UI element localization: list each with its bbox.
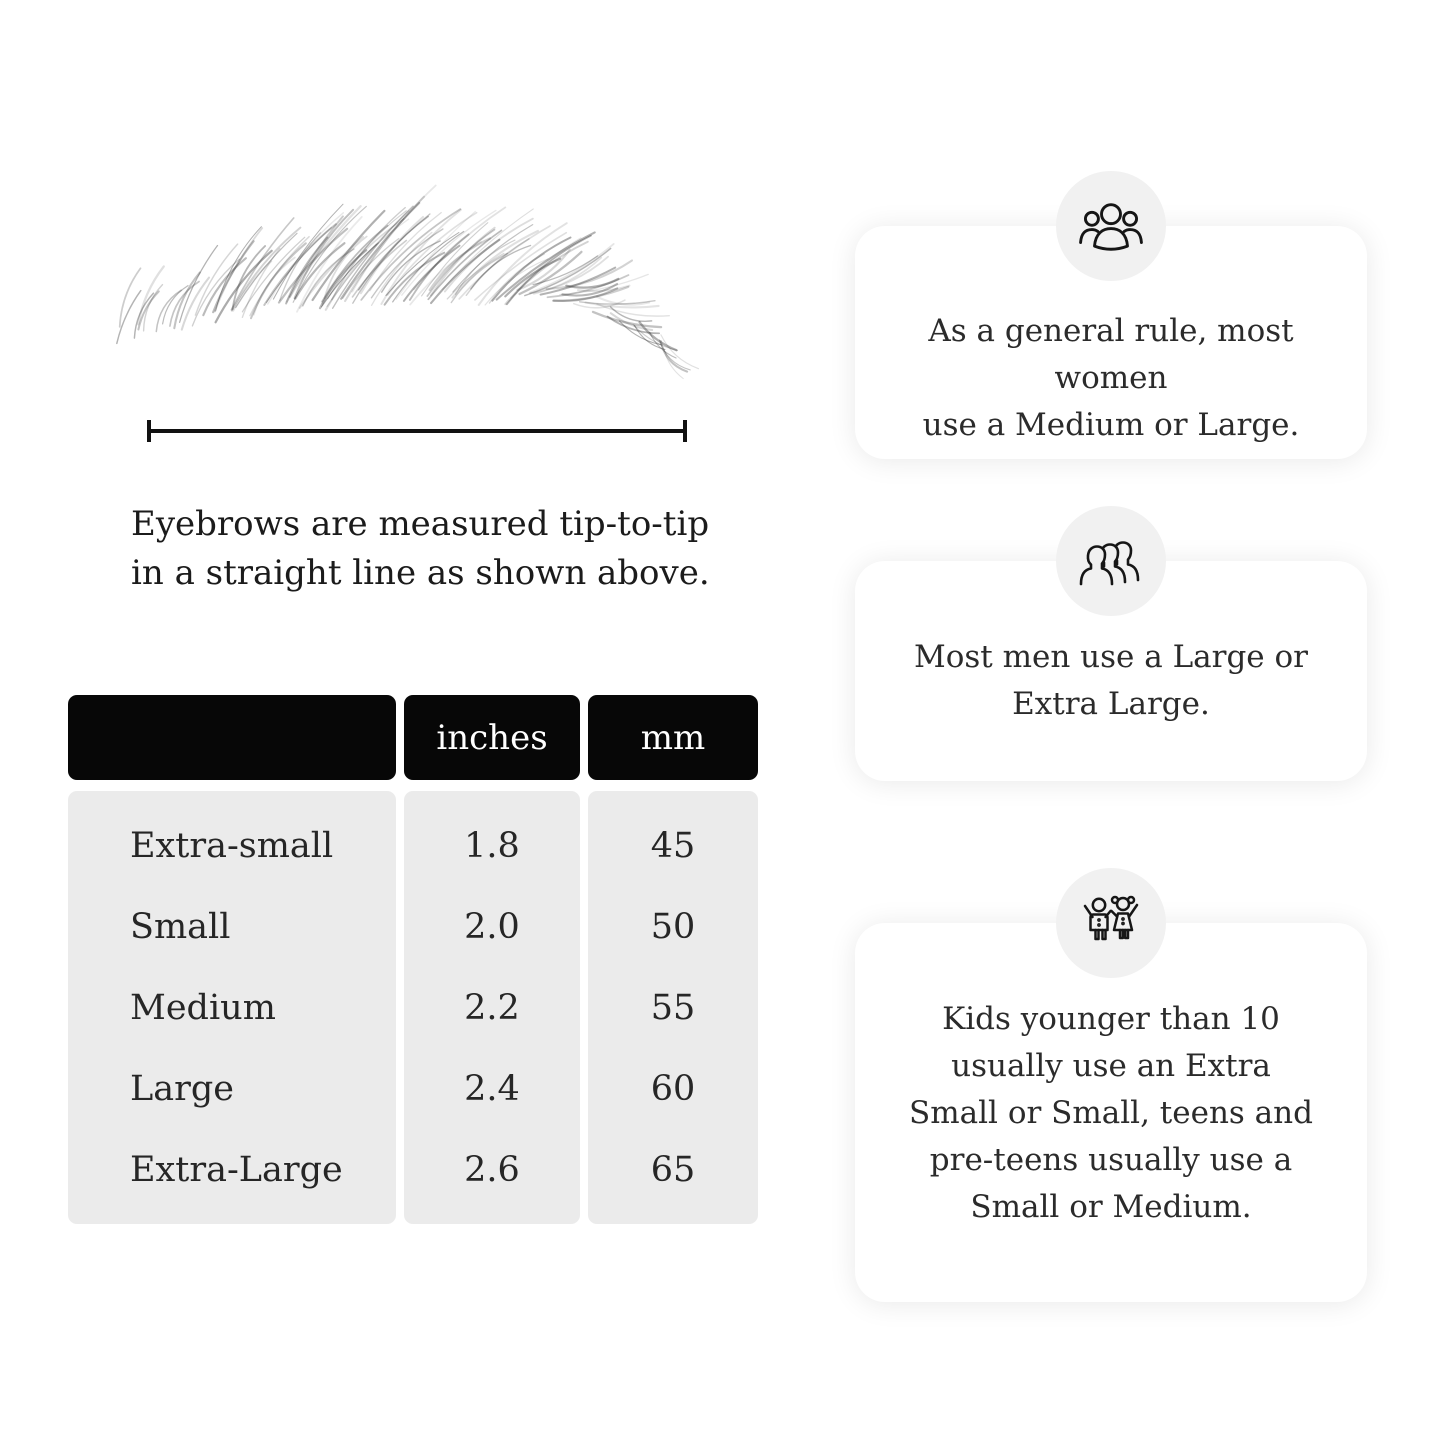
table-cell: Medium [130, 987, 276, 1028]
measurement-line [147, 420, 687, 442]
measurement-bar [147, 429, 687, 433]
card-text-line: usually use an Extra [951, 1048, 1271, 1084]
table-cell: 60 [650, 1068, 696, 1109]
table-cell: Extra-small [130, 825, 334, 866]
kids-icon [1078, 892, 1144, 954]
table-cell: 45 [650, 825, 696, 866]
size-table-body [68, 791, 758, 1224]
card-text-line: Small or Small, teens and [909, 1095, 1313, 1131]
table-cell: Small [130, 906, 231, 947]
card-text-line: Small or Medium. [970, 1189, 1252, 1225]
eyebrow-illustration [103, 226, 703, 406]
mm-column [588, 791, 758, 1224]
info-card-kids [855, 923, 1367, 1302]
card-text-line: use a Medium or Large. [922, 407, 1300, 443]
card-text [869, 634, 1353, 728]
caption-line: Eyebrows are measured tip-to-tip [131, 504, 710, 544]
info-card-women [855, 226, 1367, 459]
table-cell: 2.0 [464, 906, 520, 947]
women-group-icon [1078, 195, 1144, 257]
card-text [869, 308, 1353, 449]
table-cell: 65 [650, 1149, 696, 1190]
header-cell-inches: inches [404, 695, 580, 780]
icon-circle [1056, 171, 1166, 281]
table-cell: 50 [650, 906, 696, 947]
icon-circle [1056, 506, 1166, 616]
size-table [68, 695, 758, 1224]
card-text-line: Most men use a Large or [913, 639, 1308, 675]
card-text [869, 996, 1353, 1231]
label-column [68, 791, 396, 1224]
icon-circle [1056, 868, 1166, 978]
caption-line: in a straight line as shown above. [131, 553, 710, 593]
header-cell-blank [68, 695, 396, 780]
inches-column [404, 791, 580, 1224]
card-text-line: Extra Large. [1012, 686, 1210, 722]
men-group-icon [1077, 530, 1145, 592]
card-text-line: Kids younger than 10 [942, 1001, 1280, 1037]
table-cell: Large [130, 1068, 234, 1109]
table-cell: 55 [650, 987, 696, 1028]
card-text-line: As a general rule, most women [928, 313, 1294, 396]
info-card-men [855, 561, 1367, 781]
table-cell: 1.8 [464, 825, 520, 866]
measurement-caption [131, 500, 710, 598]
card-text-line: pre-teens usually use a [929, 1142, 1293, 1178]
table-cell: Extra-Large [130, 1149, 343, 1190]
table-cell: 2.2 [464, 987, 520, 1028]
measurement-tick-right [683, 420, 687, 442]
size-table-header-row [68, 695, 758, 780]
table-cell: 2.4 [464, 1068, 520, 1109]
header-cell-mm: mm [588, 695, 758, 780]
table-cell: 2.6 [464, 1149, 520, 1190]
